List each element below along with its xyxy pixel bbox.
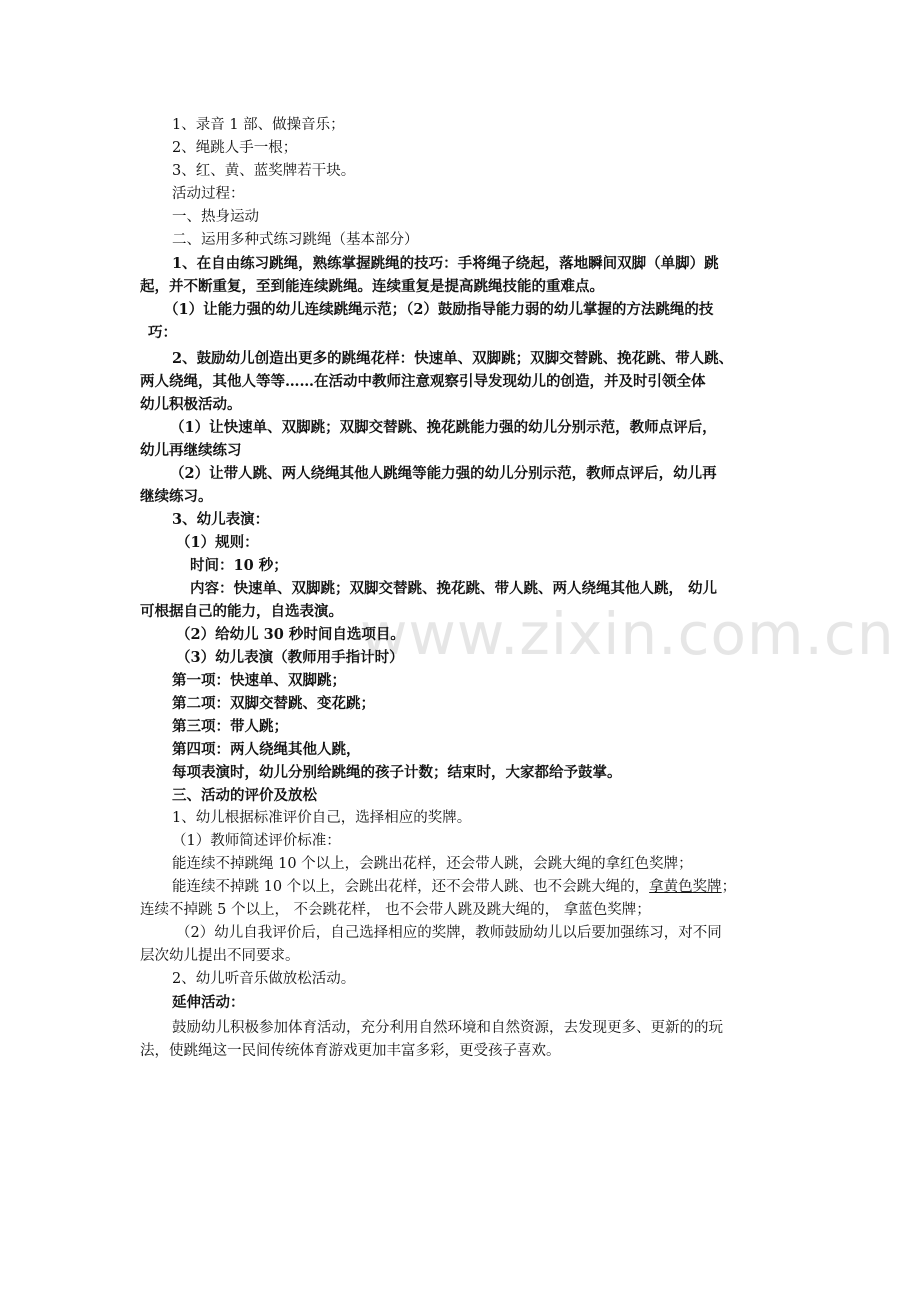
paragraph-2-line: 2、鼓励幼儿创造出更多的跳绳花样：快速单、双脚跳；双脚交替跳、挽花跳、带人跳、 xyxy=(172,350,734,367)
self-evaluation-line: （2）幼儿自我评价后，自己选择相应的奖牌，教师鼓励幼儿以后要加强练习，对不同 xyxy=(176,925,722,941)
rule-item: （2）给幼儿 30 秒时间自选项目。 xyxy=(176,626,405,643)
paragraph-2-line: 两人绕绳，其他人等等……在活动中教师注意观察引导发现幼儿的创造，并及时引领全体 xyxy=(140,373,706,390)
extension-line: 法，使跳绳这一民间传统体育游戏更加丰富多彩，更受孩子喜欢。 xyxy=(140,1043,561,1059)
performance-item: 第二项：双脚交替跳、变花跳； xyxy=(172,695,375,712)
criteria-red: 能连续不掉跳绳 10 个以上，会跳出花样，还会带人跳，会跳大绳的拿红色奖牌； xyxy=(172,856,693,872)
self-evaluation-line: 层次幼儿提出不同要求。 xyxy=(140,948,300,964)
watermark: www.zixin.com.cn xyxy=(360,600,895,668)
paragraph-1-sub-line: （1）让能力强的幼儿连续跳绳示范；（2）鼓励指导能力弱的幼儿掌握的方法跳绳的技 xyxy=(164,301,714,318)
section-heading-basic: 二、运用多种式练习跳绳（基本部分） xyxy=(172,232,419,248)
paragraph-2-sub2-line: （2）让带人跳、两人绕绳其他人跳绳等能力强的幼儿分别示范，教师点评后，幼儿再 xyxy=(170,465,717,482)
performance-item: 第四项：两人绕绳其他人跳， xyxy=(172,741,361,758)
yellow-medal-link[interactable]: 拿黄色奖牌 xyxy=(649,879,722,895)
section-heading-warmup: 一、热身运动 xyxy=(172,209,259,225)
process-heading: 活动过程： xyxy=(172,186,245,202)
criteria-yellow xyxy=(172,876,816,899)
material-item: 1、录音 1 部、做操音乐； xyxy=(172,117,345,133)
relax-item: 2、幼儿听音乐做放松活动。 xyxy=(172,971,356,987)
evaluation-item: 1、幼儿根据标准评价自己，选择相应的奖牌。 xyxy=(172,810,472,826)
material-item: 3、红、黄、蓝奖牌若干块。 xyxy=(172,163,356,179)
performance-item: 第三项：带人跳； xyxy=(172,718,288,735)
section-heading-evaluation: 三、活动的评价及放松 xyxy=(172,787,317,804)
criteria-yellow-end: ； xyxy=(721,879,737,895)
rules-content-line: 可根据自己的能力，自选表演。 xyxy=(140,603,343,620)
count-note: 每项表演时，幼儿分别给跳绳的孩子计数；结束时，大家都给予鼓掌。 xyxy=(172,764,622,781)
performance-item: 第一项：快速单、双脚跳； xyxy=(172,672,346,689)
extension-line: 鼓励幼儿积极参加体育活动，充分利用自然环境和自然资源，去发现更多、更新的的玩 xyxy=(172,1020,723,1036)
paragraph-2-sub1-line: （1）让快速单、双脚跳；双脚交替跳、挽花跳能力强的幼儿分别示范，教师点评后， xyxy=(170,419,717,436)
paragraph-2-sub1-line: 幼儿再继续练习 xyxy=(140,442,242,459)
paragraph-1-line: 1、在自由练习跳绳，熟练掌握跳绳的技巧：手将绳子绕起，落地瞬间双脚（单脚）跳 xyxy=(172,255,719,272)
rules-heading: （1）规则： xyxy=(176,534,259,551)
paragraph-2-sub2-line: 继续练习。 xyxy=(140,488,213,505)
rule-item: （3）幼儿表演（教师用手指计时） xyxy=(176,649,404,666)
material-item: 2、绳跳人手一根； xyxy=(172,140,298,156)
rules-content-line: 内容：快速单、双脚跳；双脚交替跳、挽花跳、带人跳、两人绕绳其他人跳， 幼儿 xyxy=(190,580,718,597)
rules-time: 时间：10 秒； xyxy=(190,557,288,574)
performance-heading: 3、幼儿表演： xyxy=(172,511,270,528)
evaluation-sub-item: （1）教师简述评价标准： xyxy=(172,833,341,849)
criteria-blue: 连续不掉跳 5 个以上， 不会跳花样， 也不会带人跳及跳大绳的， 拿蓝色奖牌； xyxy=(140,902,651,918)
criteria-yellow-text: 能连续不掉跳 10 个以上，会跳出花样，还不会带人跳、也不会跳大绳的， xyxy=(172,879,650,895)
paragraph-1-line: 起，并不断重复，至到能连续跳绳。连续重复是提高跳绳技能的重难点。 xyxy=(140,278,604,295)
paragraph-1-sub-line: 巧： xyxy=(148,324,177,341)
extension-heading: 延伸活动： xyxy=(172,994,245,1011)
paragraph-2-line: 幼儿积极活动。 xyxy=(140,396,242,413)
